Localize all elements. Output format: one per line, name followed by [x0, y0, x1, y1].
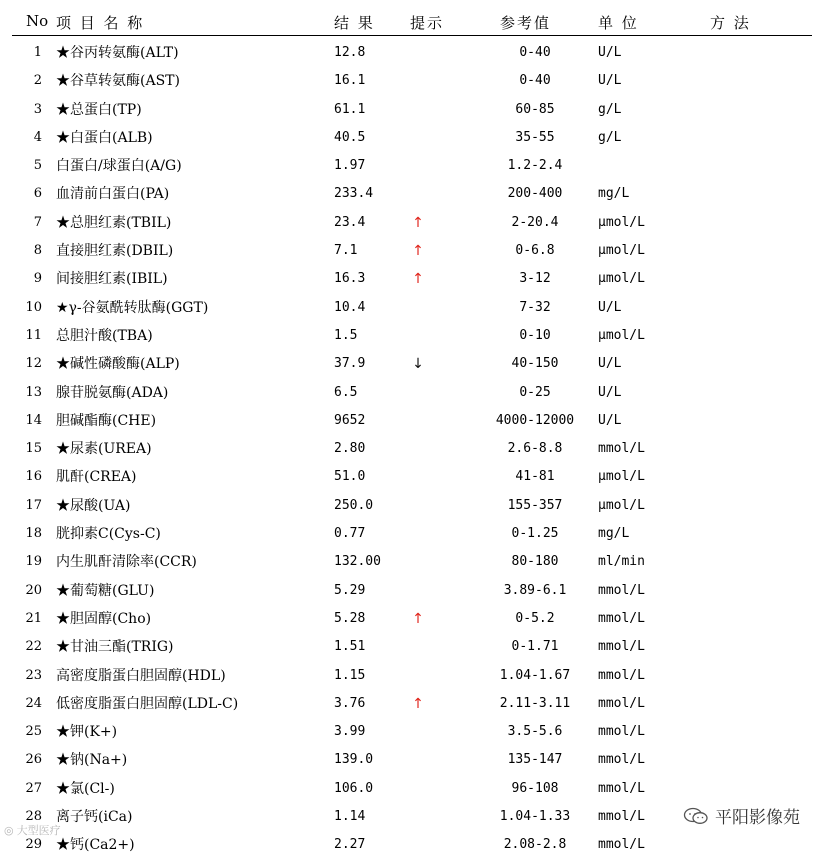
item-name: 血清前白蛋白(PA) — [56, 186, 170, 203]
result-value: 3.99 — [334, 724, 366, 740]
flag-indicator: ↑ — [412, 214, 424, 231]
reference-range: 0-6.8 — [515, 243, 555, 259]
row-number: 18 — [25, 526, 42, 542]
watermark-left-text: 大型医疗 — [16, 824, 61, 837]
unit-label: mmol/L — [598, 752, 645, 768]
item-name: 肌酐(CREA) — [56, 469, 137, 486]
unit-label: μmol/L — [598, 497, 645, 513]
unit-label: U/L — [598, 412, 622, 428]
reference-range: 0-25 — [519, 384, 551, 400]
reference-range: 0-10 — [519, 327, 551, 343]
result-value: 5.29 — [334, 582, 366, 598]
reference-range: 2-20.4 — [511, 214, 559, 230]
item-name: ★谷草转氨酶(AST) — [56, 73, 180, 90]
item-name: ★尿酸(UA) — [56, 497, 131, 514]
table-row — [0, 491, 824, 519]
flag-indicator: ↑ — [412, 610, 424, 627]
result-value: 23.4 — [334, 214, 366, 230]
table-row — [0, 830, 824, 852]
unit-label: mmol/L — [598, 582, 645, 598]
table-row — [0, 38, 824, 66]
unit-label: mmol/L — [598, 837, 645, 852]
item-name: 腺苷脱氨酶(ADA) — [56, 384, 169, 401]
flag-indicator: ↑ — [412, 243, 424, 260]
unit-label: mmol/L — [598, 809, 645, 825]
table-row — [0, 774, 824, 802]
table-row — [0, 661, 824, 689]
row-number: 14 — [25, 412, 42, 428]
unit-label: μmol/L — [598, 469, 645, 485]
result-value: 16.1 — [334, 73, 366, 89]
watermark-left-logo-icon: ◎ — [4, 823, 14, 837]
header-unit: 单 位 — [598, 14, 639, 32]
item-name: 间接胆红素(IBIL) — [56, 271, 168, 288]
table-row — [0, 236, 824, 264]
row-number: 11 — [25, 327, 42, 343]
unit-label: mmol/L — [598, 639, 645, 655]
table-row — [0, 689, 824, 717]
result-value: 7.1 — [334, 243, 358, 259]
unit-label: mmol/L — [598, 441, 645, 457]
table-row — [0, 95, 824, 123]
table-row — [0, 745, 824, 773]
item-name: ★碱性磷酸酶(ALP) — [56, 356, 180, 373]
item-name: 胱抑素C(Cys-C) — [56, 526, 161, 543]
result-value: 2.80 — [334, 441, 366, 457]
table-row — [0, 151, 824, 179]
item-name: 直接胆红素(DBIL) — [56, 243, 174, 260]
table-row — [0, 293, 824, 321]
item-name: ★钠(Na+) — [56, 752, 128, 769]
reference-range: 40-150 — [511, 356, 559, 372]
row-number: 26 — [25, 752, 42, 768]
unit-label: mmol/L — [598, 610, 645, 626]
reference-range: 0-5.2 — [515, 610, 555, 626]
table-row — [0, 717, 824, 745]
result-value: 51.0 — [334, 469, 366, 485]
row-number: 22 — [25, 639, 42, 655]
reference-range: 3.5-5.6 — [507, 724, 563, 740]
result-value: 106.0 — [334, 780, 374, 796]
row-number: 8 — [33, 243, 42, 259]
reference-range: 1.04-1.67 — [499, 667, 571, 683]
result-value: 5.28 — [334, 610, 366, 626]
item-name: 总胆汁酸(TBA) — [56, 327, 153, 344]
reference-range: 135-147 — [507, 752, 563, 768]
item-name: ★谷丙转氨酶(ALT) — [56, 45, 179, 61]
reference-range: 2.6-8.8 — [507, 441, 563, 457]
unit-label: mmol/L — [598, 724, 645, 740]
reference-range: 1.04-1.33 — [499, 809, 571, 825]
reference-range: 4000-12000 — [495, 412, 575, 428]
reference-range: 2.08-2.8 — [503, 837, 567, 852]
table-row — [0, 123, 824, 151]
row-number: 10 — [25, 299, 42, 315]
table-row — [0, 378, 824, 406]
item-name: ★甘油三酯(TRIG) — [56, 639, 174, 656]
table-row — [0, 462, 824, 490]
item-name: ★γ-谷氨酰转肽酶(GGT) — [56, 299, 209, 316]
item-name: ★钙(Ca2+) — [56, 837, 135, 852]
item-name: ★氯(Cl-) — [56, 780, 115, 797]
table-row — [0, 519, 824, 547]
unit-label: U/L — [598, 299, 622, 315]
row-number: 3 — [33, 101, 42, 117]
row-number: 24 — [25, 695, 42, 711]
unit-label: mg/L — [598, 186, 630, 202]
header-divider — [12, 35, 812, 36]
item-name: ★总胆红素(TBIL) — [56, 214, 172, 231]
row-number: 21 — [25, 610, 42, 626]
result-value: 2.27 — [334, 837, 366, 852]
result-value: 6.5 — [334, 384, 358, 400]
unit-label: g/L — [598, 129, 622, 145]
result-value: 3.76 — [334, 695, 366, 711]
result-value: 12.8 — [334, 45, 366, 60]
item-name: ★葡萄糖(GLU) — [56, 582, 155, 599]
reference-range: 41-81 — [515, 469, 555, 485]
reference-range: 0-1.71 — [511, 639, 559, 655]
reference-range: 96-108 — [511, 780, 559, 796]
flag-indicator: ↑ — [412, 695, 424, 712]
watermark-right-text: 平阳影像苑 — [715, 808, 800, 828]
item-name: ★胆固醇(Cho) — [56, 610, 152, 627]
result-value: 1.14 — [334, 809, 366, 825]
header-method: 方 法 — [710, 14, 751, 32]
table-row — [0, 349, 824, 377]
unit-label: g/L — [598, 101, 622, 117]
reference-range: 1.2-2.4 — [507, 158, 563, 174]
reference-range: 60-85 — [515, 101, 555, 117]
result-value: 132.00 — [334, 554, 381, 570]
reference-range: 7-32 — [519, 299, 551, 315]
item-name: 内生肌酐清除率(CCR) — [56, 554, 197, 571]
unit-label: mmol/L — [598, 780, 645, 796]
table-row — [0, 632, 824, 660]
table-row — [0, 264, 824, 292]
header-flag: 提示 — [410, 14, 445, 32]
result-value: 1.51 — [334, 639, 366, 655]
row-number: 13 — [25, 384, 42, 400]
table-row — [0, 406, 824, 434]
item-name: ★尿素(UREA) — [56, 441, 152, 458]
unit-label: μmol/L — [598, 271, 645, 287]
row-number: 20 — [25, 582, 42, 598]
watermark-right — [683, 803, 800, 828]
result-value: 40.5 — [334, 129, 366, 145]
flag-indicator: ↑ — [412, 271, 424, 288]
row-number: 4 — [33, 129, 42, 145]
row-number: 29 — [25, 837, 42, 852]
table-row — [0, 179, 824, 207]
reference-range: 35-55 — [515, 129, 555, 145]
row-number: 27 — [25, 780, 42, 796]
reference-range: 0-40 — [519, 73, 551, 89]
table-header — [0, 12, 824, 32]
wechat-icon — [683, 807, 709, 825]
unit-label: mmol/L — [598, 695, 645, 711]
reference-range: 0-1.25 — [511, 526, 559, 542]
result-value: 1.5 — [334, 327, 358, 343]
result-value: 1.15 — [334, 667, 366, 683]
result-value: 0.77 — [334, 526, 366, 542]
result-value: 9652 — [334, 412, 366, 428]
row-number: 17 — [25, 497, 42, 513]
table-row — [0, 208, 824, 236]
table-row — [0, 576, 824, 604]
result-value: 1.97 — [334, 158, 366, 174]
unit-label: mmol/L — [598, 667, 645, 683]
reference-range: 3.89-6.1 — [503, 582, 567, 598]
flag-indicator: ↓ — [412, 356, 424, 373]
row-number: 7 — [33, 214, 42, 230]
row-number: 1 — [33, 45, 42, 60]
row-number: 25 — [25, 724, 42, 740]
item-name: 白蛋白/球蛋白(A/G) — [56, 158, 182, 175]
unit-label: mg/L — [598, 526, 630, 542]
item-name: 低密度脂蛋白胆固醇(LDL-C) — [56, 695, 239, 712]
result-value: 233.4 — [334, 186, 374, 202]
result-value: 10.4 — [334, 299, 366, 315]
table-row — [0, 547, 824, 575]
row-number: 5 — [33, 158, 42, 174]
reference-range: 2.11-3.11 — [499, 695, 571, 711]
table-row — [0, 321, 824, 349]
item-name: 高密度脂蛋白胆固醇(HDL) — [56, 667, 226, 684]
table-row — [0, 434, 824, 462]
row-number: 6 — [33, 186, 42, 202]
unit-label: U/L — [598, 45, 622, 60]
table-row — [0, 66, 824, 94]
unit-label: U/L — [598, 384, 622, 400]
unit-label: ml/min — [598, 554, 645, 570]
result-value: 16.3 — [334, 271, 366, 287]
header-reference: 参考值 — [500, 14, 552, 32]
item-name: ★钾(K+) — [56, 724, 118, 741]
reference-range: 0-40 — [519, 45, 551, 60]
header-no: No — [26, 12, 49, 30]
result-value: 61.1 — [334, 101, 366, 117]
reference-range: 80-180 — [511, 554, 559, 570]
unit-label: U/L — [598, 73, 622, 89]
result-rows — [0, 38, 824, 852]
unit-label: μmol/L — [598, 243, 645, 259]
row-number: 12 — [25, 356, 42, 372]
header-name: 项 目 名 称 — [56, 14, 145, 32]
result-value: 139.0 — [334, 752, 374, 768]
item-name: 胆碱酯酶(CHE) — [56, 412, 157, 429]
unit-label: μmol/L — [598, 327, 645, 343]
reference-range: 155-357 — [507, 497, 563, 513]
row-number: 28 — [25, 809, 42, 825]
watermark-left — [4, 822, 61, 838]
row-number: 19 — [25, 554, 42, 570]
header-result: 结 果 — [334, 14, 375, 32]
result-value: 37.9 — [334, 356, 366, 372]
item-name: ★总蛋白(TP) — [56, 101, 142, 118]
unit-label: U/L — [598, 356, 622, 372]
reference-range: 3-12 — [519, 271, 551, 287]
row-number: 2 — [33, 73, 42, 89]
item-name: ★白蛋白(ALB) — [56, 129, 153, 146]
reference-range: 200-400 — [507, 186, 563, 202]
row-number: 9 — [33, 271, 42, 287]
unit-label: μmol/L — [598, 214, 645, 230]
item-name: 离子钙(iCa) — [56, 809, 133, 826]
row-number: 23 — [25, 667, 42, 683]
row-number: 16 — [25, 469, 42, 485]
result-value: 250.0 — [334, 497, 374, 513]
table-row — [0, 604, 824, 632]
row-number: 15 — [25, 441, 42, 457]
